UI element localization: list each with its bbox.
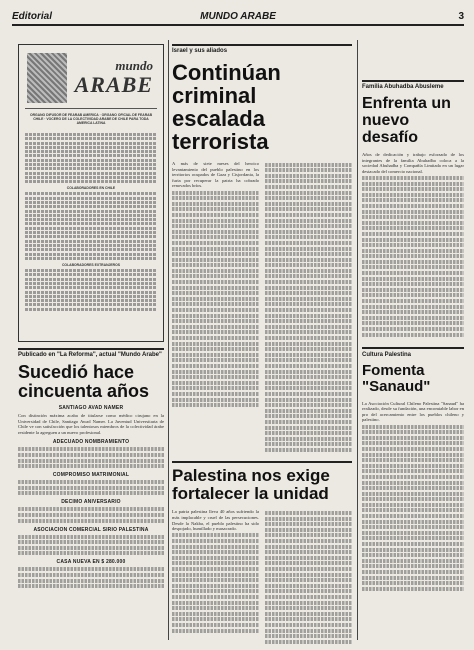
article-kicker: Familia Abuhadba Abusleme: [362, 80, 464, 91]
section-heading: COMPROMISO MATRIMONIAL: [52, 472, 130, 479]
article-headline: Continúan criminal escalada terrorista: [172, 60, 281, 154]
section-heading: CASA NUEVA EN $ 280.000: [56, 559, 126, 566]
section-label: Editorial: [12, 11, 53, 22]
paragraph: [265, 163, 352, 452]
section-heading: SANTIAGO AVAD NAMER: [58, 405, 124, 411]
logo-word-bottom: ARABE: [74, 72, 153, 97]
publication-name: MUNDO ARABE: [200, 11, 276, 22]
chile-collaborators: [25, 192, 157, 259]
article-headline: Palestina nos exige fortalecer la unidad: [172, 466, 330, 504]
paragraph: [172, 191, 259, 408]
column-rule: [357, 40, 358, 640]
section-heading: DECIMO ANIVERSARIO: [61, 499, 121, 506]
paragraph: [265, 511, 352, 644]
section-chile: COLABORADORES EN CHILE: [66, 186, 116, 191]
article-headline: Enfrenta un nuevo desafío: [362, 95, 451, 146]
article-lede: A más de siete meses del heroico levantamiento del pueblo palestino en los territorios ocupados de Gaza y Cisjordania, la furia por recuperar la patria ha cobrado renovados bríos.: [172, 161, 259, 189]
section-extranjeros: COLABORADORES EXTRANJEROS: [61, 262, 121, 267]
article-body: Con distinción máxima acaba de titularse como médico cirujano en la Universidad de Chile, Santiago Awad Namer. La Juventud Universitaria de Chile ve con satisfacción que los talentosos miembros de la colectividad árabe residente la agreguen a un nuevo profesional.: [18, 413, 164, 435]
masthead-tagline: ORGANO DIFUSOR DE FEARAB AMERICA · ORGANO OFICIAL DE FEARAB CHILE · VOCERO DE LA COLECTIVIDAD ARABE DE CHILE PARA TODA AMERICA LATINA: [29, 113, 153, 126]
article-unity: [172, 461, 352, 645]
logo: [25, 49, 157, 109]
paragraph: [18, 447, 164, 468]
article-terror: [172, 44, 352, 645]
paragraph: [18, 535, 164, 556]
paragraph: [362, 176, 464, 337]
paragraph: [172, 533, 259, 632]
article-lede: Años de dedicación y trabajo esforzado de los integrantes de la familia Abuhadba coloca a la sociedad Abuhadba y Compañía Limitada en un lugar destacado del comercio nacional.: [362, 152, 464, 174]
staff-list: [25, 133, 157, 183]
article-headline: Fomenta "Sanaud": [362, 361, 431, 395]
foreign-collaborators: [25, 269, 157, 311]
page-number: 3: [458, 11, 464, 22]
article-lede: La patria palestina lleva 40 años sufriendo la más implacable y cruel de las persecuciones. Desde la Nakba, el pueblo palestino ha sido despojado, humillado y masacrado.: [172, 509, 259, 532]
logo-word-top: mundo: [115, 58, 153, 73]
page-header: [12, 8, 464, 26]
article-headline: Sucedió hace cincuenta años: [18, 362, 150, 401]
paragraph: [18, 567, 164, 588]
article-kicker: Israel y sus aliados: [172, 44, 352, 55]
paragraph: [18, 507, 164, 522]
section-heading: ASOCIACION COMERCIAL SIRIO PALESTINA: [33, 526, 149, 533]
article-kicker: Cultura Palestina: [362, 351, 412, 358]
paragraph: [18, 480, 164, 495]
article-sanaud: [362, 347, 464, 591]
article-lede: La Asociación Cultural Chileno Palestina "Sanaud" ha realizado, desde su fundación, una encomiable labor en pro del acercamiento entre los pueblos chileno y palestino.: [362, 400, 464, 423]
masthead-box: [18, 44, 164, 342]
logo-graphic: [27, 53, 67, 103]
section-heading: ADECUADO NOMBRAMIENTO: [52, 439, 130, 446]
article-kicker: Publicado en "La Reforma", actual "Mundo Arabe": [18, 348, 164, 359]
column-rule: [168, 40, 169, 640]
article-abuhadba: [362, 80, 464, 592]
paragraph: [362, 425, 464, 591]
article-fifty-years: [18, 348, 164, 590]
